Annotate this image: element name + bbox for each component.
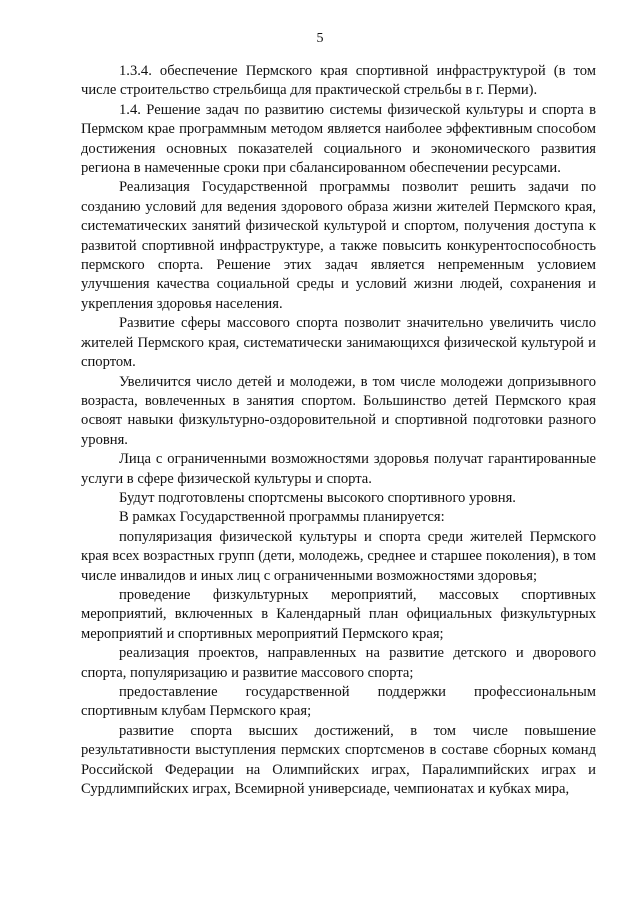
list-item-events: проведение физкультурных мероприятий, массовых спортивных мероприятий, включенных в Календарный план официальных физкультурных мероприятий и спортивных мероприятий Пермского края; xyxy=(81,586,596,642)
paragraph-planned-intro: В рамках Государственной программы планируется: xyxy=(119,509,445,526)
paragraph-disabilities: Лица с ограниченными возможностями здоровья получат гарантированные услуги в сфере физической культуры и спорта. xyxy=(81,451,596,487)
paragraph-1-3-4: 1.3.4. обеспечение Пермского края спортивной инфраструктурой (в том числе строительство стрельбища для практической стрельбы в г. Перми). xyxy=(81,63,596,99)
paragraph-1-4: 1.4. Решение задач по развитию системы физической культуры и спорта в Пермском крае программным методом является наиболее эффективным способом достижения основных показателей социального и экономического развития региона в намеченные сроки при сбалансированном обеспечении ресурсами. xyxy=(81,101,596,177)
paragraph-program-implementation: Реализация Государственной программы позволит решить задачи по созданию условий для ведения здорового образа жизни жителей Пермского края, систематических занятий физической культурой и спортом, получения доступа к развитой спортивной инфраструктуре, а также повысить конкурентоспособность пермского спорта. Решение этих задач является непременным условием улучшения качества социальной среды и условий жизни людей, сохранения и укрепления здоровья населения. xyxy=(81,179,596,312)
page-number: 5 xyxy=(316,31,324,46)
list-item-projects: реализация проектов, направленных на развитие детского и дворового спорта, популяризацию и развитие массового спорта; xyxy=(81,645,596,681)
list-item-popularization: популяризация физической культуры и спорта среди жителей Пермского края всех возрастных групп (дети, молодежь, среднее и старшее поколения), в том числе инвалидов и иных лиц с ограниченными возможностями здоровья; xyxy=(81,528,596,584)
list-item-state-support: предоставление государственной поддержки профессиональным спортивным клубам Пермского края; xyxy=(81,684,596,720)
paragraph-athletes: Будут подготовлены спортсмены высокого спортивного уровня. xyxy=(119,489,516,506)
list-item-high-performance: развитие спорта высших достижений, в том числе повышение результативности выступления пермских спортсменов в составе сборных команд Российской Федерации на Олимпийских играх, Паралимпийских играх и Сурдлимпийских играх, Всемирной универсиаде, чемпионатах и кубках мира, xyxy=(81,722,596,798)
document-body xyxy=(81,62,596,799)
paragraph-mass-sport: Развитие сферы массового спорта позволит значительно увеличить число жителей Пермского края, систематически занимающихся физической культурой и спортом. xyxy=(81,315,596,371)
paragraph-children-youth: Увеличится число детей и молодежи, в том числе молодежи допризывного возраста, вовлеченных в занятия спортом. Большинство детей Пермского края освоят навыки физкультурно-оздоровительной и спортивной подготовки разного уровня. xyxy=(81,373,596,448)
